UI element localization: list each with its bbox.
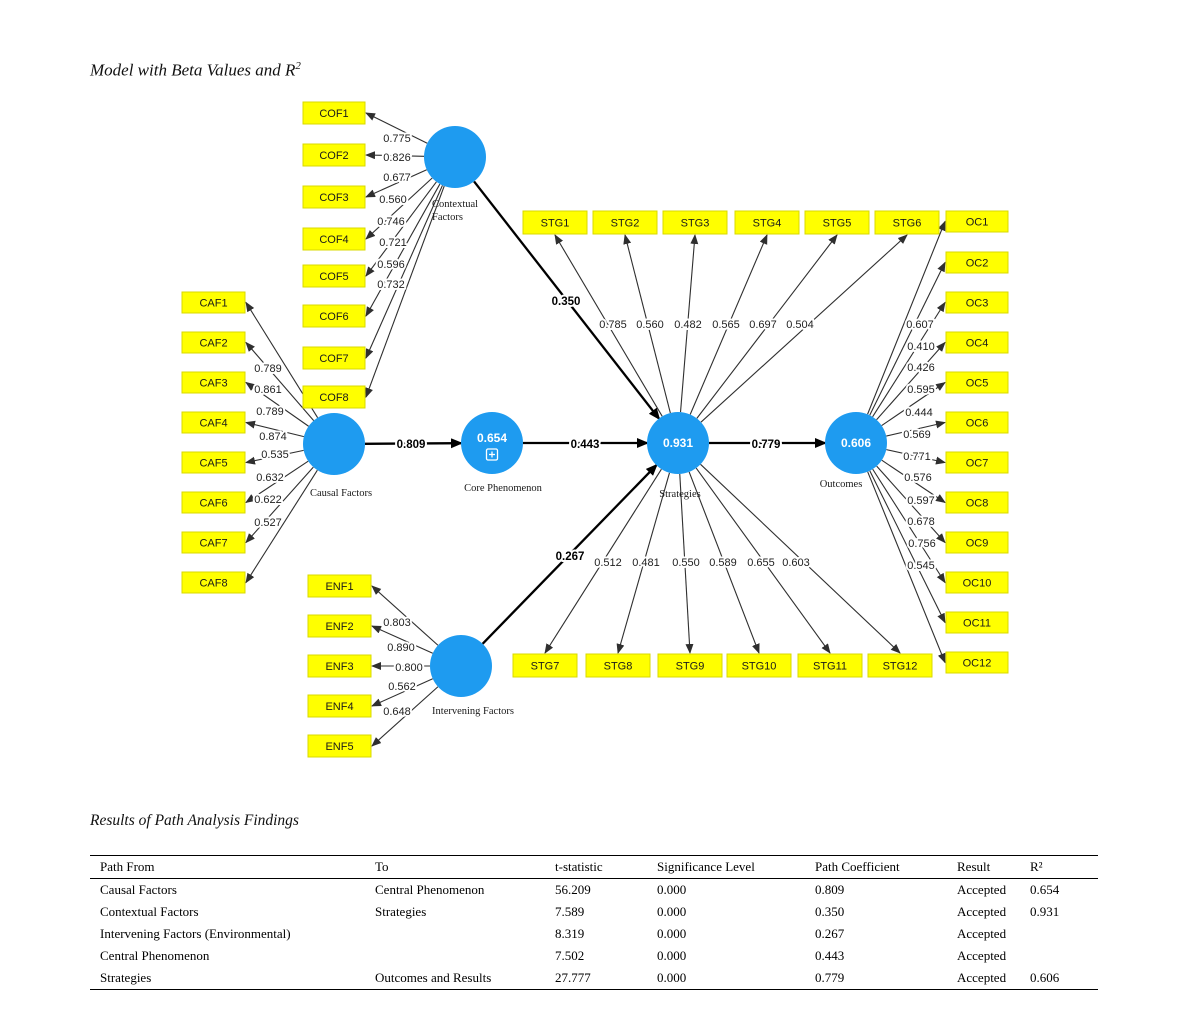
table-cell-r1-c2: 7.589 [555, 904, 585, 919]
table-row [90, 945, 1098, 967]
indicator-label-OC9: OC9 [965, 537, 989, 550]
loading-value-CAF6: 0.632 [256, 472, 284, 484]
table-title: Results of Path Analysis Findings [90, 812, 299, 829]
table-cell-r2-c4: 0.267 [815, 926, 845, 941]
indicator-label-COF6: COF6 [319, 311, 349, 323]
indicator-label-COF5: COF5 [319, 271, 349, 283]
table-row [90, 967, 1098, 990]
loading-value-COF7: 0.596 [377, 259, 405, 271]
figure-title-superscript: 2 [295, 60, 301, 72]
latent-node-causal [303, 413, 365, 475]
table-cell-r1-c4: 0.350 [815, 904, 845, 919]
indicator-label-OC6: OC6 [965, 417, 989, 430]
indicator-label-OC8: OC8 [965, 497, 989, 510]
loading-value-COF3: 0.677 [383, 172, 411, 184]
indicator-label-CAF2: CAF2 [199, 337, 228, 350]
loading-value-OC1: 0.607 [906, 319, 934, 331]
indicator-label-STG12: STG12 [882, 660, 918, 673]
loading-value-STG3: 0.482 [674, 319, 702, 331]
loading-value-CAF3: 0.789 [256, 406, 284, 418]
indicator-label-CAF4: CAF4 [199, 417, 228, 430]
table-cell-r4-c0: Strategies [100, 970, 152, 985]
table-cell-r3-c6 [1020, 945, 1098, 967]
indicator-label-OC4: OC4 [965, 337, 989, 350]
loading-value-STG8: 0.481 [632, 557, 660, 569]
loading-value-STG2: 0.560 [636, 319, 664, 331]
indicator-label-STG3: STG3 [680, 217, 710, 230]
table-cell-r0-c0: Causal Factors [100, 882, 177, 897]
path-coefficient-causal-to-core: 0.809 [396, 439, 426, 451]
indicator-label-STG9: STG9 [675, 660, 705, 673]
indicator-label-OC10: OC10 [962, 577, 992, 590]
indicator-label-CAF3: CAF3 [199, 377, 228, 390]
loading-value-STG1: 0.785 [599, 319, 627, 331]
indicator-label-STG11: STG11 [812, 660, 848, 673]
loading-value-OC6: 0.569 [903, 429, 931, 441]
table-col-header-3: Significance Level [647, 856, 805, 879]
table-cell-r0-c1: Central Phenomenon [375, 882, 485, 897]
loading-value-STG7: 0.512 [594, 557, 622, 569]
latent-node-name-intervening: Intervening Factors [432, 706, 514, 717]
loading-value-CAF4: 0.874 [259, 431, 287, 443]
path-analysis-results-table [90, 855, 1098, 990]
table-cell-r3-c2: 7.502 [555, 948, 585, 963]
indicator-label-OC5: OC5 [965, 377, 989, 390]
table-header [90, 856, 1098, 879]
path-coefficient-core-to-strategies: 0.443 [570, 439, 600, 451]
loading-arrow-COF7 [366, 185, 442, 358]
latent-node-intervening [430, 635, 492, 697]
path-coefficient-strategies-to-outcomes: 0.779 [751, 439, 781, 451]
latent-node-name-outcomes: Outcomes [819, 479, 863, 490]
indicator-label-COF3: COF3 [319, 192, 349, 204]
loading-value-CAF1: 0.789 [254, 363, 282, 375]
indicator-label-STG1: STG1 [540, 217, 570, 230]
loading-value-CAF5: 0.535 [261, 449, 289, 461]
indicator-label-COF8: COF8 [319, 392, 349, 404]
table-cell-r1-c1: Strategies [375, 904, 427, 919]
path-coefficient-intervening-to-strategies: 0.267 [555, 551, 585, 563]
table-col-header-5: Result [947, 856, 1020, 879]
loading-value-OC5: 0.444 [905, 407, 933, 419]
table-cell-r2-c2: 8.319 [555, 926, 585, 941]
table-cell-r3-c4: 0.443 [815, 948, 845, 963]
indicator-label-STG10: STG10 [741, 660, 777, 673]
loading-value-CAF8: 0.527 [254, 517, 282, 529]
latent-node-name-contextual: Contextual Factors [432, 199, 479, 223]
loading-value-OC7: 0.771 [903, 451, 931, 463]
loading-value-ENF1: 0.803 [383, 617, 411, 629]
table-cell-r3-c0: Central Phenomenon [100, 948, 210, 963]
loading-value-COF5: 0.746 [377, 216, 405, 228]
indicator-label-STG2: STG2 [610, 217, 640, 230]
loading-value-ENF5: 0.648 [383, 706, 411, 718]
loading-value-STG10: 0.589 [709, 557, 737, 569]
indicator-label-STG8: STG8 [603, 660, 633, 673]
loading-value-COF6: 0.721 [379, 237, 407, 249]
table-cell-r0-c5: Accepted [957, 882, 1007, 897]
loading-value-CAF2: 0.861 [254, 384, 282, 396]
indicator-label-CAF6: CAF6 [199, 497, 228, 510]
loading-value-STG6: 0.504 [786, 319, 814, 331]
table-cell-r4-c5: Accepted [957, 970, 1007, 985]
table-cell-r2-c6 [1020, 923, 1098, 945]
table-col-header-4: Path Coefficient [805, 856, 947, 879]
table-col-header-6: R² [1020, 856, 1098, 879]
table-col-header-1: To [365, 856, 545, 879]
indicator-label-CAF1: CAF1 [199, 297, 228, 310]
indicator-label-COF7: COF7 [319, 353, 349, 365]
indicator-label-COF4: COF4 [319, 234, 349, 246]
table-cell-r0-c2: 56.209 [555, 882, 591, 897]
table-cell-r1-c6: 0.931 [1030, 904, 1060, 919]
indicator-label-OC2: OC2 [965, 257, 989, 270]
loading-value-OC2: 0.410 [907, 341, 935, 353]
loading-value-OC10: 0.678 [907, 516, 935, 528]
loading-value-STG4: 0.565 [712, 319, 740, 331]
loading-value-STG9: 0.550 [672, 557, 700, 569]
indicator-label-ENF1: ENF1 [325, 581, 354, 593]
indicator-label-STG4: STG4 [752, 217, 782, 230]
table-cell-r3-c3: 0.000 [657, 948, 687, 963]
table-cell-r4-c1: Outcomes and Results [375, 970, 492, 985]
loading-value-COF2: 0.826 [383, 152, 411, 164]
loading-value-OC12: 0.545 [907, 560, 935, 572]
r-squared-value-strategies: 0.931 [662, 436, 694, 450]
table-cell-r1-c5: Accepted [957, 904, 1007, 919]
table-cell-r4-c6: 0.606 [1030, 970, 1060, 985]
latent-node-name-core: Core Phenomenon [464, 483, 542, 494]
table-cell-r4-c3: 0.000 [657, 970, 687, 985]
table-cell-r4-c4: 0.779 [815, 970, 845, 985]
loading-value-OC11: 0.756 [908, 538, 936, 550]
figure-title-text: Model with Beta Values and R [90, 60, 296, 80]
loading-value-COF4: 0.560 [379, 194, 407, 206]
loading-value-OC8: 0.576 [904, 472, 932, 484]
indicator-label-CAF5: CAF5 [199, 457, 228, 470]
indicator-label-COF1: COF1 [319, 108, 349, 120]
r-squared-value-outcomes: 0.606 [840, 436, 872, 450]
table-row [90, 901, 1098, 923]
loading-value-COF1: 0.775 [383, 133, 411, 145]
indicator-label-OC7: OC7 [965, 457, 989, 470]
path-coefficient-contextual-to-strategies: 0.350 [551, 296, 581, 308]
indicator-label-OC1: OC1 [965, 216, 989, 229]
table-cell-r1-c3: 0.000 [657, 904, 687, 919]
table-cell-r2-c3: 0.000 [657, 926, 687, 941]
table-cell-r3-c1 [365, 945, 545, 967]
loading-value-ENF3: 0.800 [395, 662, 423, 674]
latent-node-contextual [424, 126, 486, 188]
latent-node-name-strategies: Strategies [659, 489, 701, 500]
table-col-header-2: t-statistic [545, 856, 647, 879]
loading-arrow-ENF1 [372, 586, 438, 645]
indicator-label-STG7: STG7 [530, 660, 560, 673]
loading-value-OC4: 0.595 [907, 384, 935, 396]
loading-value-CAF7: 0.622 [254, 494, 282, 506]
table-row [90, 879, 1098, 902]
indicator-label-ENF3: ENF3 [325, 661, 354, 673]
table-cell-r2-c5: Accepted [957, 926, 1007, 941]
table-cell-r0-c3: 0.000 [657, 882, 687, 897]
table-cell-r1-c0: Contextual Factors [100, 904, 199, 919]
indicator-label-ENF2: ENF2 [325, 621, 354, 633]
latent-node-name-causal: Causal Factors [309, 488, 373, 499]
table-row [90, 923, 1098, 945]
table-cell-r2-c1 [365, 923, 545, 945]
loading-value-ENF2: 0.890 [387, 642, 415, 654]
indicator-label-OC11: OC11 [963, 617, 991, 630]
table-cell-r3-c5: Accepted [957, 948, 1007, 963]
loading-value-COF8: 0.732 [377, 279, 405, 291]
indicator-label-STG5: STG5 [822, 217, 852, 230]
loading-value-STG5: 0.697 [749, 319, 777, 331]
table-cell-r0-c6: 0.654 [1030, 882, 1060, 897]
table-col-header-0: Path From [90, 856, 365, 879]
indicator-label-OC12: OC12 [962, 657, 992, 670]
indicator-label-STG6: STG6 [892, 217, 922, 230]
table-cell-r2-c0: Intervening Factors (Environmental) [100, 926, 291, 941]
indicator-label-ENF4: ENF4 [325, 701, 354, 713]
loading-value-OC3: 0.426 [907, 362, 935, 374]
loading-value-OC9: 0.597 [907, 495, 935, 507]
loading-value-STG12: 0.603 [782, 557, 810, 569]
loading-value-STG11: 0.655 [747, 557, 775, 569]
table-cell-r4-c2: 27.777 [555, 970, 591, 985]
loading-value-ENF4: 0.562 [388, 681, 416, 693]
indicator-label-CAF8: CAF8 [199, 577, 228, 590]
indicator-label-COF2: COF2 [319, 150, 349, 162]
indicator-label-ENF5: ENF5 [325, 741, 354, 753]
indicator-label-CAF7: CAF7 [199, 537, 228, 550]
indicator-label-OC3: OC3 [965, 297, 989, 310]
r-squared-value-core: 0.654 [476, 431, 508, 445]
table-cell-r0-c4: 0.809 [815, 882, 845, 897]
